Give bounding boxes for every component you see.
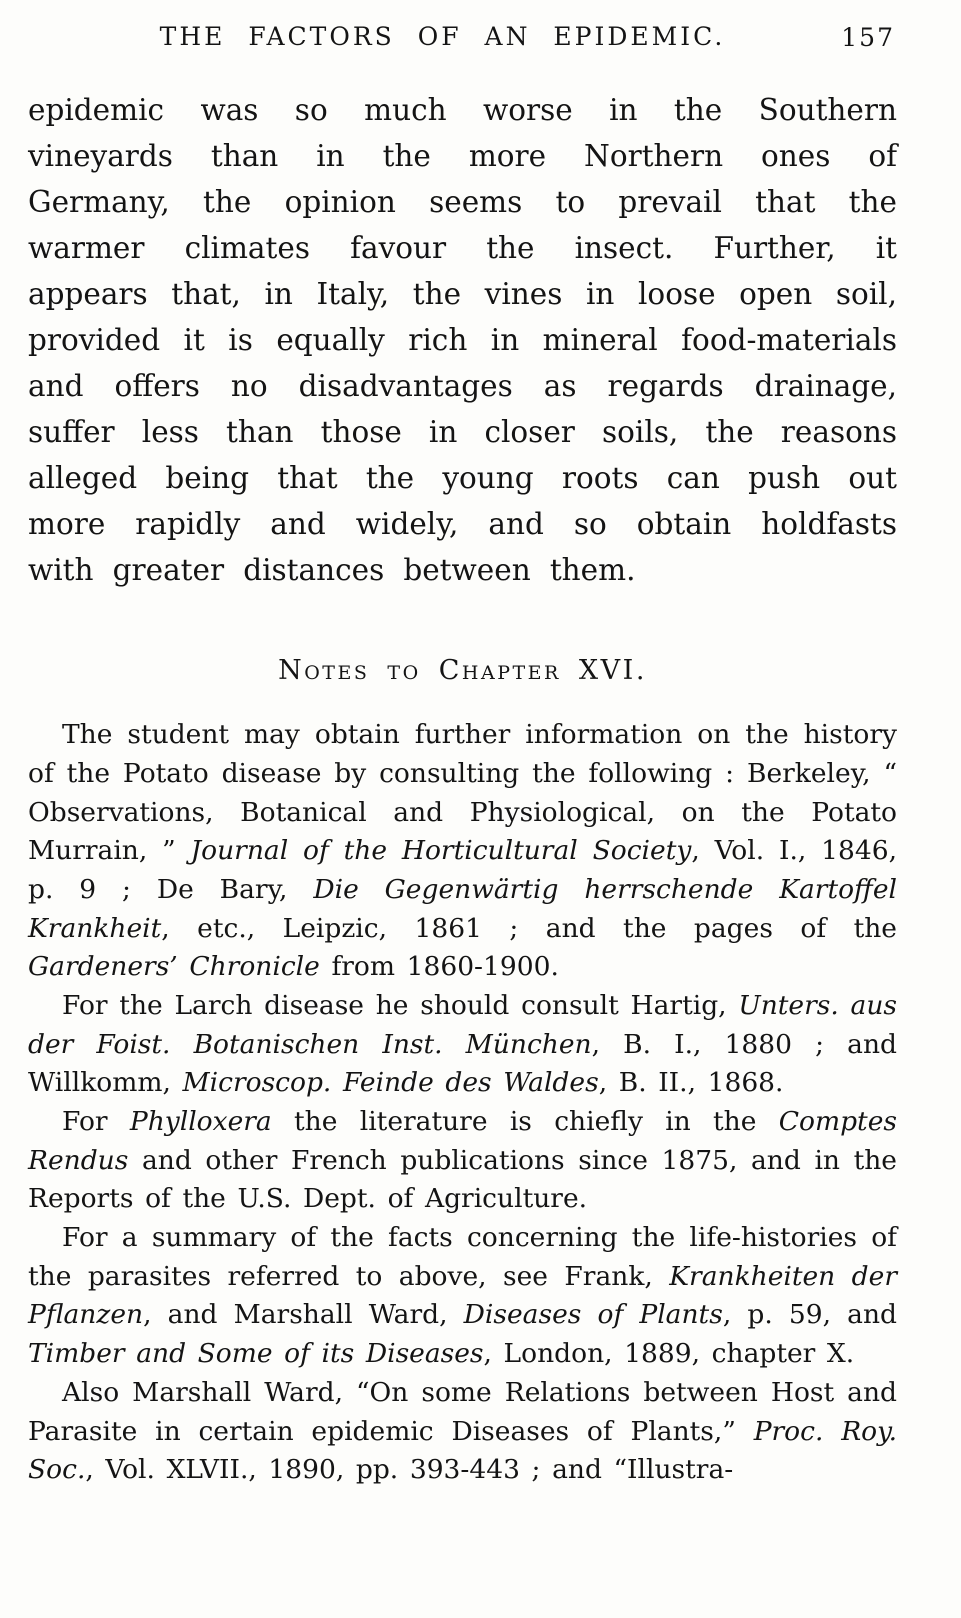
notes-heading: Notes to Chapter XVI. <box>278 655 647 687</box>
page-number: 157 <box>841 23 895 52</box>
note-paragraph: Also Marshall Ward, “On some Relations between Host and Parasite in certain epidemic Diseases of Plants,” Proc. Roy. Soc., Vol. XLVII., 1890, pp. 393-443 ; and “Illustra- <box>28 1376 897 1486</box>
note-paragraph: For a summary of the facts concerning the life-histories of the parasites referred to above, see Frank, Krankheiten der Pflanzen, and Marshall Ward, Diseases of Plants, p. 59, and Timber and Some of its Diseases, London, 1889, chapter X. <box>28 1222 897 1370</box>
notes-section <box>28 716 897 1490</box>
note-paragraph: For the Larch disease he should consult Hartig, Unters. aus der Foist. Botanischen Inst. München, B. I., 1880 ; and Willkomm, Microscop. Feinde des Waldes, B. II., 1868. <box>28 989 897 1099</box>
paragraph-body: epidemic was so much worse in the Southern vineyards than in the more Northern ones of Germany, the opinion seems to prevail that the warmer climates favour the insect. Further, it appears that, in Italy, the vines in loose open soil, provided it is equally rich in mineral food-materials and offers no disadvantages as regards drainage, suffer less than those in closer soils, the reasons alleged being that the young roots can push out more rapidly and widely, and so obtain holdfasts with greater distances between them. <box>28 93 897 588</box>
note-paragraph: For Phylloxera the literature is chiefly in the Comptes Rendus and other French publications since 1875, and in the Reports of the U.S. Dept. of Agriculture. <box>28 1106 897 1215</box>
note-paragraph: The student may obtain further information on the history of the Potato disease by consulting the following : Berkeley, “ Observations, Botanical and Physiological, on the Potato Murrain, ” Journal of the Horticultural Society, Vol. I., 1846, p. 9 ; De Bary, Die Gegenwärtig herrschende Kartoffel Krankheit, etc., Leipzic, 1861 ; and the pages of the Gardeners’ Chronicle from 1860-1900. <box>28 719 897 983</box>
page-text <box>28 87 897 1490</box>
page-header <box>28 22 897 51</box>
running-title: THE FACTORS OF AN EPIDEMIC. <box>159 22 726 51</box>
